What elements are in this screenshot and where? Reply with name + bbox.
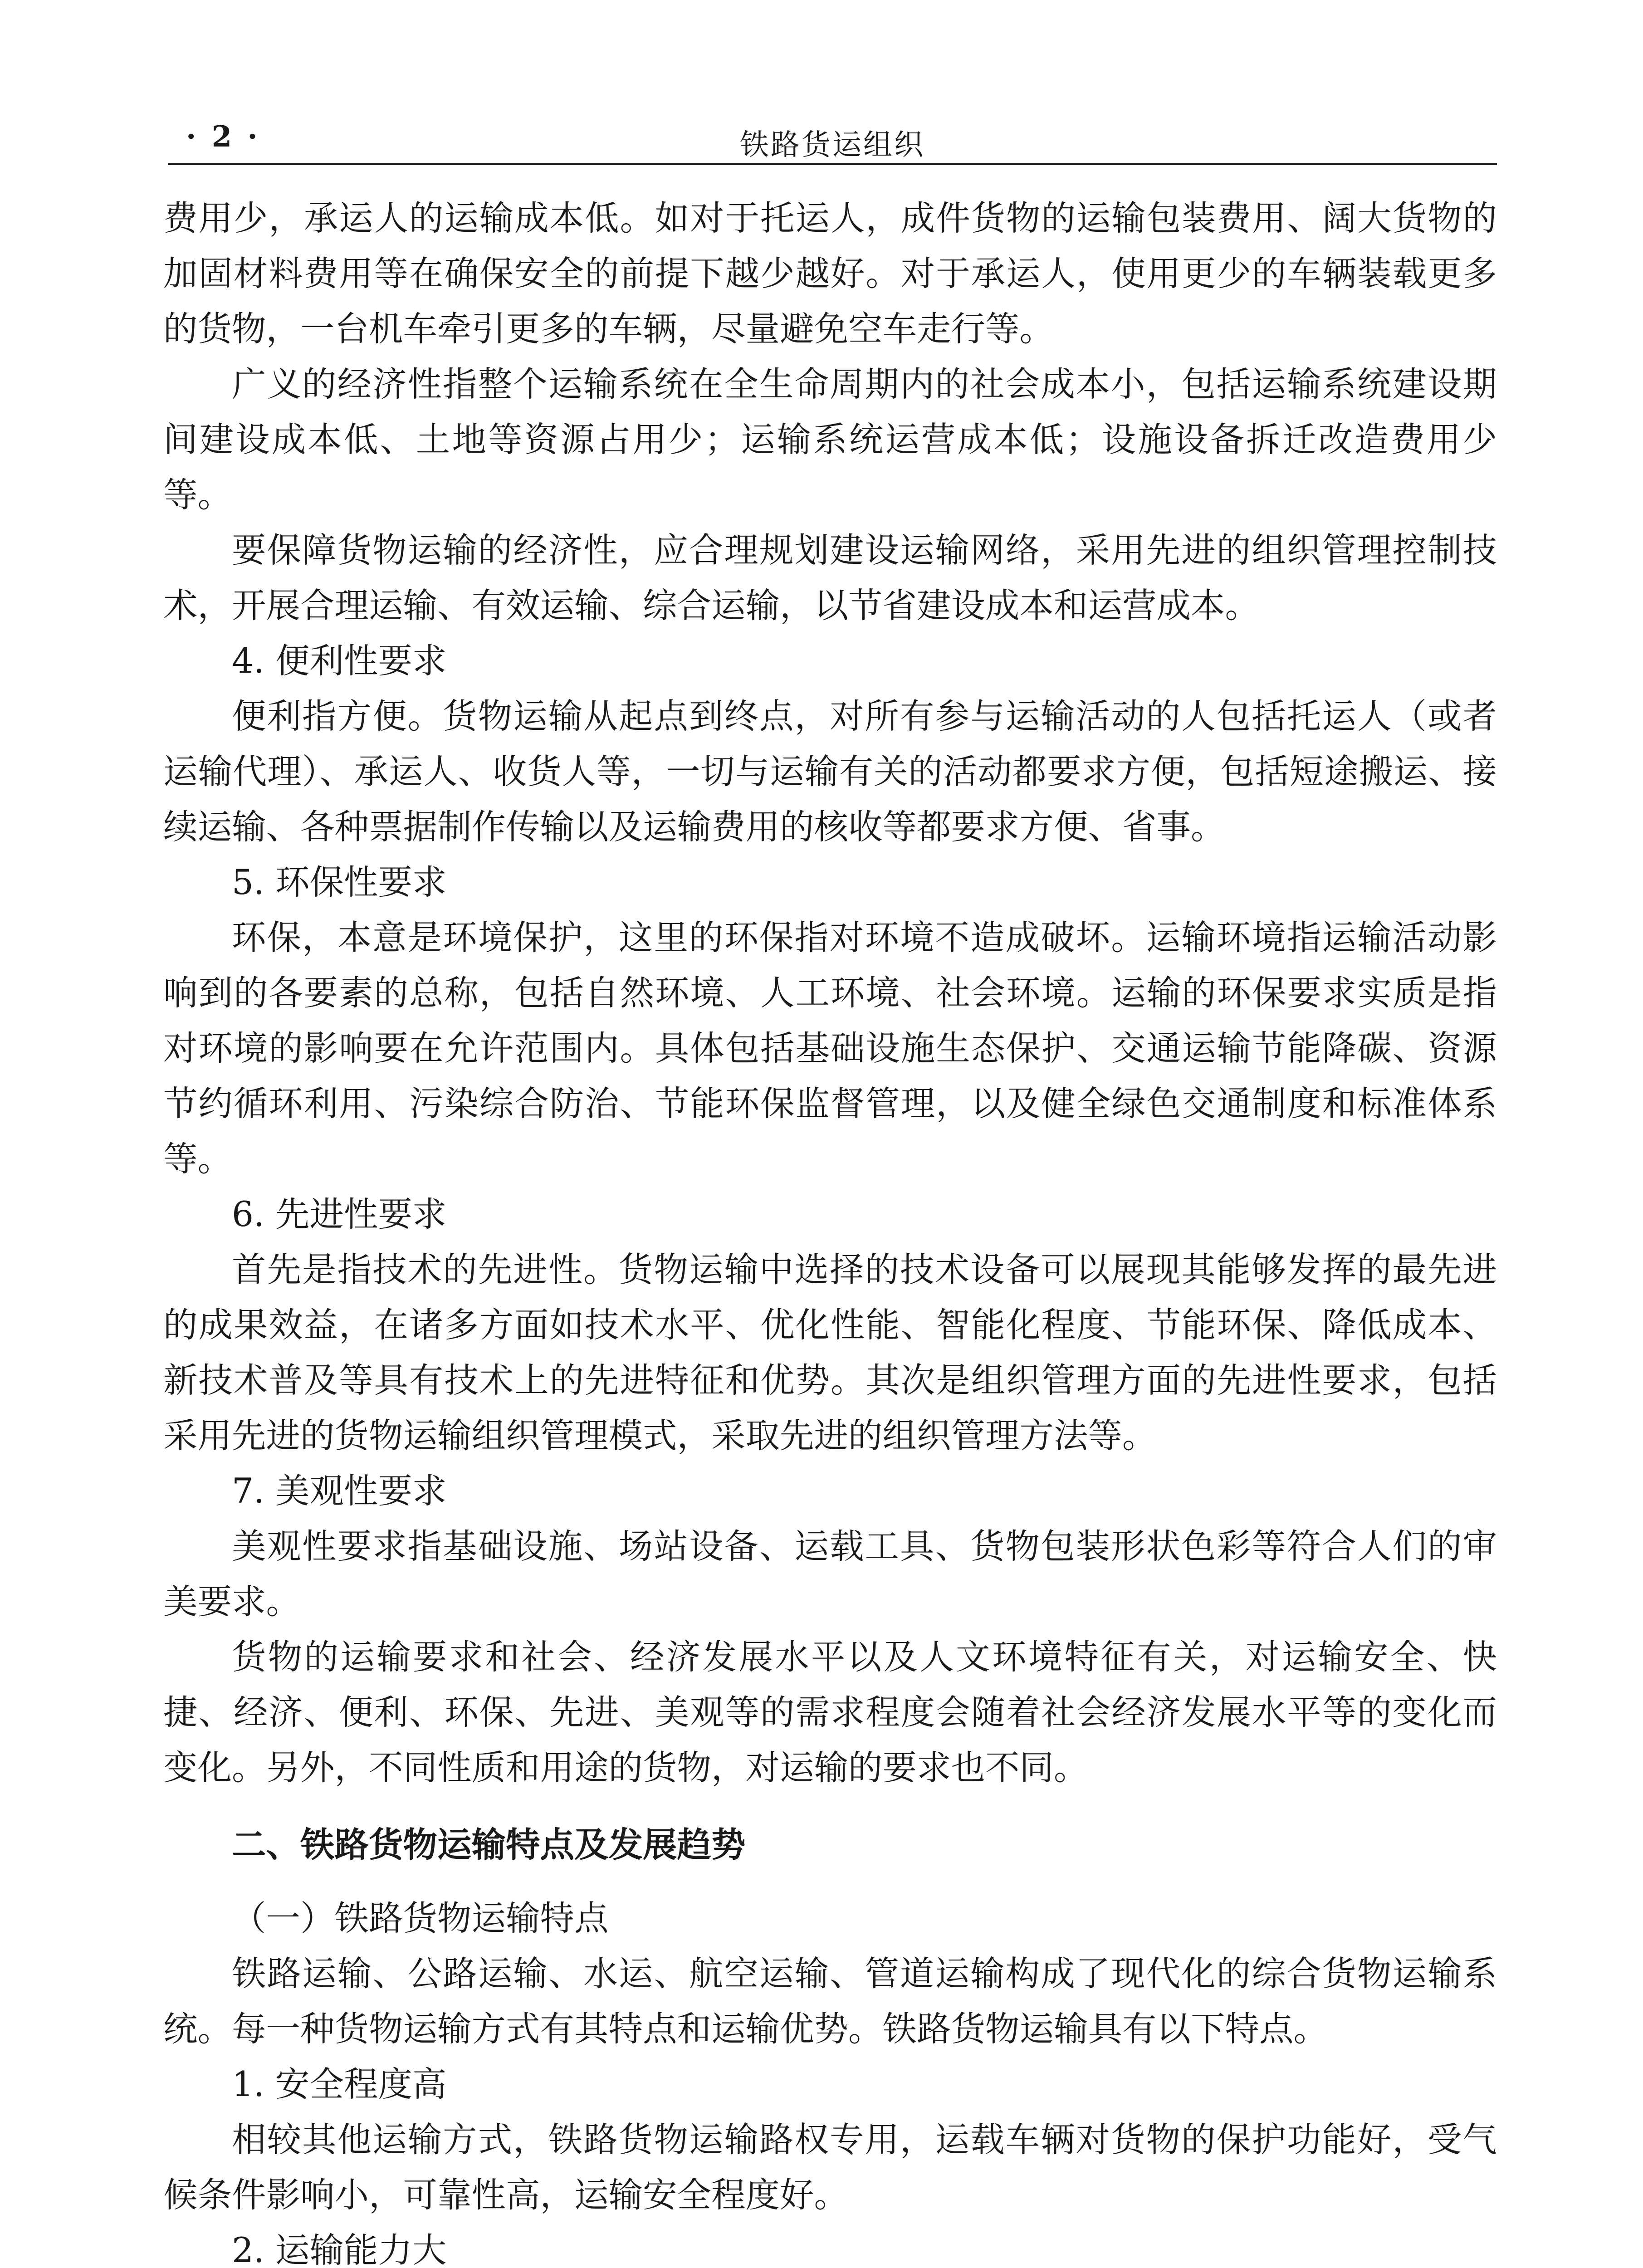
body-text — [163, 191, 1497, 2268]
paragraph: 相较其他运输方式，铁路货物运输路权专用，运载车辆对货物的保护功能好，受气候条件影响小，可靠性高，运输安全程度好。 — [163, 2120, 1497, 2215]
item-heading: 1. 安全程度高 — [232, 2064, 447, 2104]
item-heading: 6. 先进性要求 — [232, 1194, 447, 1234]
paragraph: 铁路运输、公路运输、水运、航空运输、管道运输构成了现代化的综合货物运输系统。每一种货物运输方式有其特点和运输优势。铁路货物运输具有以下特点。 — [163, 1954, 1497, 2049]
item-heading: 2. 运输能力大 — [232, 2230, 447, 2268]
paragraph: 美观性要求指基础设施、场站设备、运载工具、货物包装形状色彩等符合人们的审美要求。 — [163, 1526, 1497, 1622]
section-heading: 二、铁路货物运输特点及发展趋势 — [232, 1825, 746, 1865]
paragraph: 环保，本意是环境保护，这里的环保指对环境不造成破坏。运输环境指运输活动影响到的各要素的总称，包括自然环境、人工环境、社会环境。运输的环保要求实质是指对环境的影响要在允许范围内。具体包括基础设施生态保护、交通运输节能降碳、资源节约循环利用、污染综合防治、节能环保监督管理，以及健全绿色交通制度和标准体系等。 — [163, 918, 1497, 1179]
item-heading: 5. 环保性要求 — [232, 862, 447, 902]
paragraph: 广义的经济性指整个运输系统在全生命周期内的社会成本小，包括运输系统建设期间建设成本低、土地等资源占用少；运输系统运营成本低；设施设备拆迁改造费用少等。 — [163, 364, 1497, 515]
paragraph: 便利指方便。货物运输从起点到终点，对所有参与运输活动的人包括托运人（或者运输代理）、承运人、收货人等，一切与运输有关的活动都要求方便，包括短途搬运、接续运输、各种票据制作传输以及运输费用的核收等都要求方便、省事。 — [163, 696, 1497, 847]
subsection-heading: （一）铁路货物运输特点 — [232, 1898, 609, 1938]
paragraph: 首先是指技术的先进性。货物运输中选择的技术设备可以展现其能够发挥的最先进的成果效益，在诸多方面如技术水平、优化性能、智能化程度、节能环保、降低成本、新技术普及等具有技术上的先进特征和优势。其次是组织管理方面的先进性要求，包括采用先进的货物运输组织管理模式，采取先进的组织管理方法等。 — [163, 1250, 1497, 1456]
paragraph: 要保障货物运输的经济性，应合理规划建设运输网络，采用先进的组织管理控制技术，开展合理运输、有效运输、综合运输，以节省建设成本和运营成本。 — [163, 530, 1497, 626]
page-number: · 2 · — [186, 120, 260, 154]
running-header — [168, 113, 1497, 165]
item-heading: 7. 美观性要求 — [232, 1471, 447, 1511]
paragraph: 货物的运输要求和社会、经济发展水平以及人文环境特征有关，对运输安全、快捷、经济、便利、环保、先进、美观等的需求程度会随着社会经济发展水平等的变化而变化。另外，不同性质和用途的货物，对运输的要求也不同。 — [163, 1637, 1497, 1788]
book-title: 铁路货运组织 — [740, 128, 925, 162]
item-heading: 4. 便利性要求 — [232, 641, 447, 681]
paragraph: 费用少，承运人的运输成本低。如对于托运人，成件货物的运输包装费用、阔大货物的加固材料费用等在确保安全的前提下越少越好。对于承运人，使用更少的车辆装载更多的货物，一台机车牵引更多的车辆，尽量避免空车走行等。 — [163, 198, 1497, 349]
